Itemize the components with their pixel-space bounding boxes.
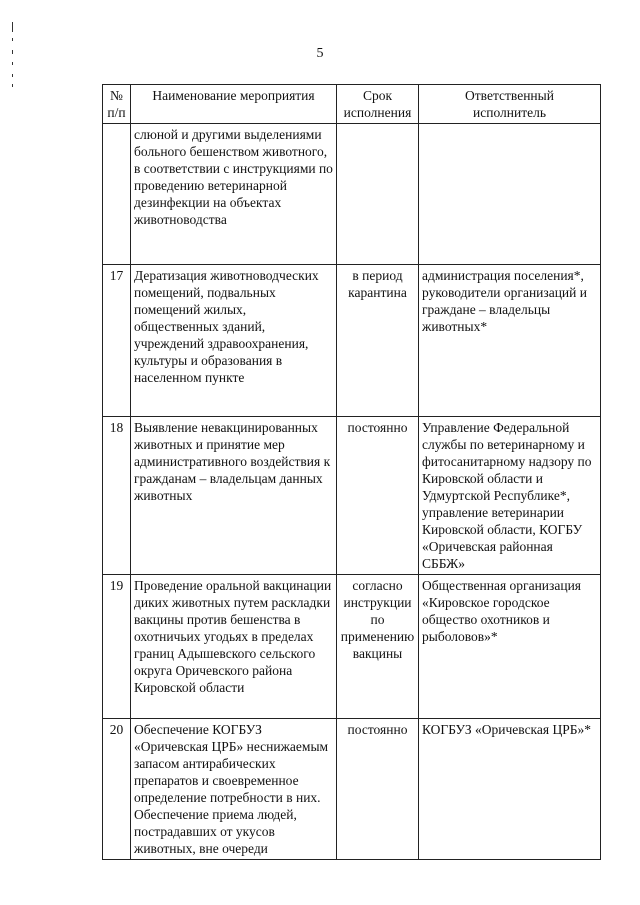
table-row (103, 124, 601, 265)
row-number: 20 (103, 719, 131, 860)
table-row (103, 719, 601, 860)
row-responsible: Общественная организация «Кировское городское общество охотников и рыболовов»* (419, 575, 601, 719)
measures-table (102, 84, 601, 860)
row-number (103, 124, 131, 265)
header-number: № п/п (103, 85, 131, 124)
header-responsible: Ответственный исполнитель (419, 85, 601, 124)
row-term: в период карантина (337, 265, 419, 417)
table-row (103, 575, 601, 719)
row-term: согласно инструкции по применению вакцины (337, 575, 419, 719)
row-name: слюной и другими выделениями больного бешенством животного, в соответствии с инструкциями по проведению ветеринарной дезинфекции на объектах животноводства (131, 124, 337, 265)
table-row (103, 417, 601, 575)
row-term: постоянно (337, 719, 419, 860)
row-name: Обеспечение КОГБУЗ «Оричевская ЦРБ» неснижаемым запасом антирабических препаратов и своевременное определение потребности в них. Обеспечение приема людей, пострадавших от укусов животных, вне очереди (131, 719, 337, 860)
row-number: 19 (103, 575, 131, 719)
row-responsible: администрация поселения*, руководители организаций и граждане – владельцы животных* (419, 265, 601, 417)
row-number: 17 (103, 265, 131, 417)
table-row (103, 265, 601, 417)
row-number: 18 (103, 417, 131, 575)
table-header-row (103, 85, 601, 124)
page-number: 5 (316, 46, 324, 61)
row-responsible: Управление Федеральной службы по ветеринарному и фитосанитарному надзору по Кировской области и Удмуртской Республике*, управление ветеринарии Кировской области, КОГБУ «Оричевская районная СББЖ» (419, 417, 601, 575)
row-name: Проведение оральной вакцинации диких животных путем раскладки вакцины против бешенства в охотничьих угодьях в пределах границ Адышевского сельского округа Оричевского района Кировской области (131, 575, 337, 719)
header-name: Наименование мероприятия (131, 85, 337, 124)
row-term (337, 124, 419, 265)
row-name: Дератизация животноводческих помещений, подвальных помещений жилых, общественных зданий, учреждений здравоохранения, культуры и образования в населенном пункте (131, 265, 337, 417)
row-responsible: КОГБУЗ «Оричевская ЦРБ»* (419, 719, 601, 860)
row-name: Выявление невакцинированных животных и принятие мер административного воздействия к гражданам – владельцам данных животных (131, 417, 337, 575)
row-responsible (419, 124, 601, 265)
row-term: постоянно (337, 417, 419, 575)
header-term: Срок исполнения (337, 85, 419, 124)
